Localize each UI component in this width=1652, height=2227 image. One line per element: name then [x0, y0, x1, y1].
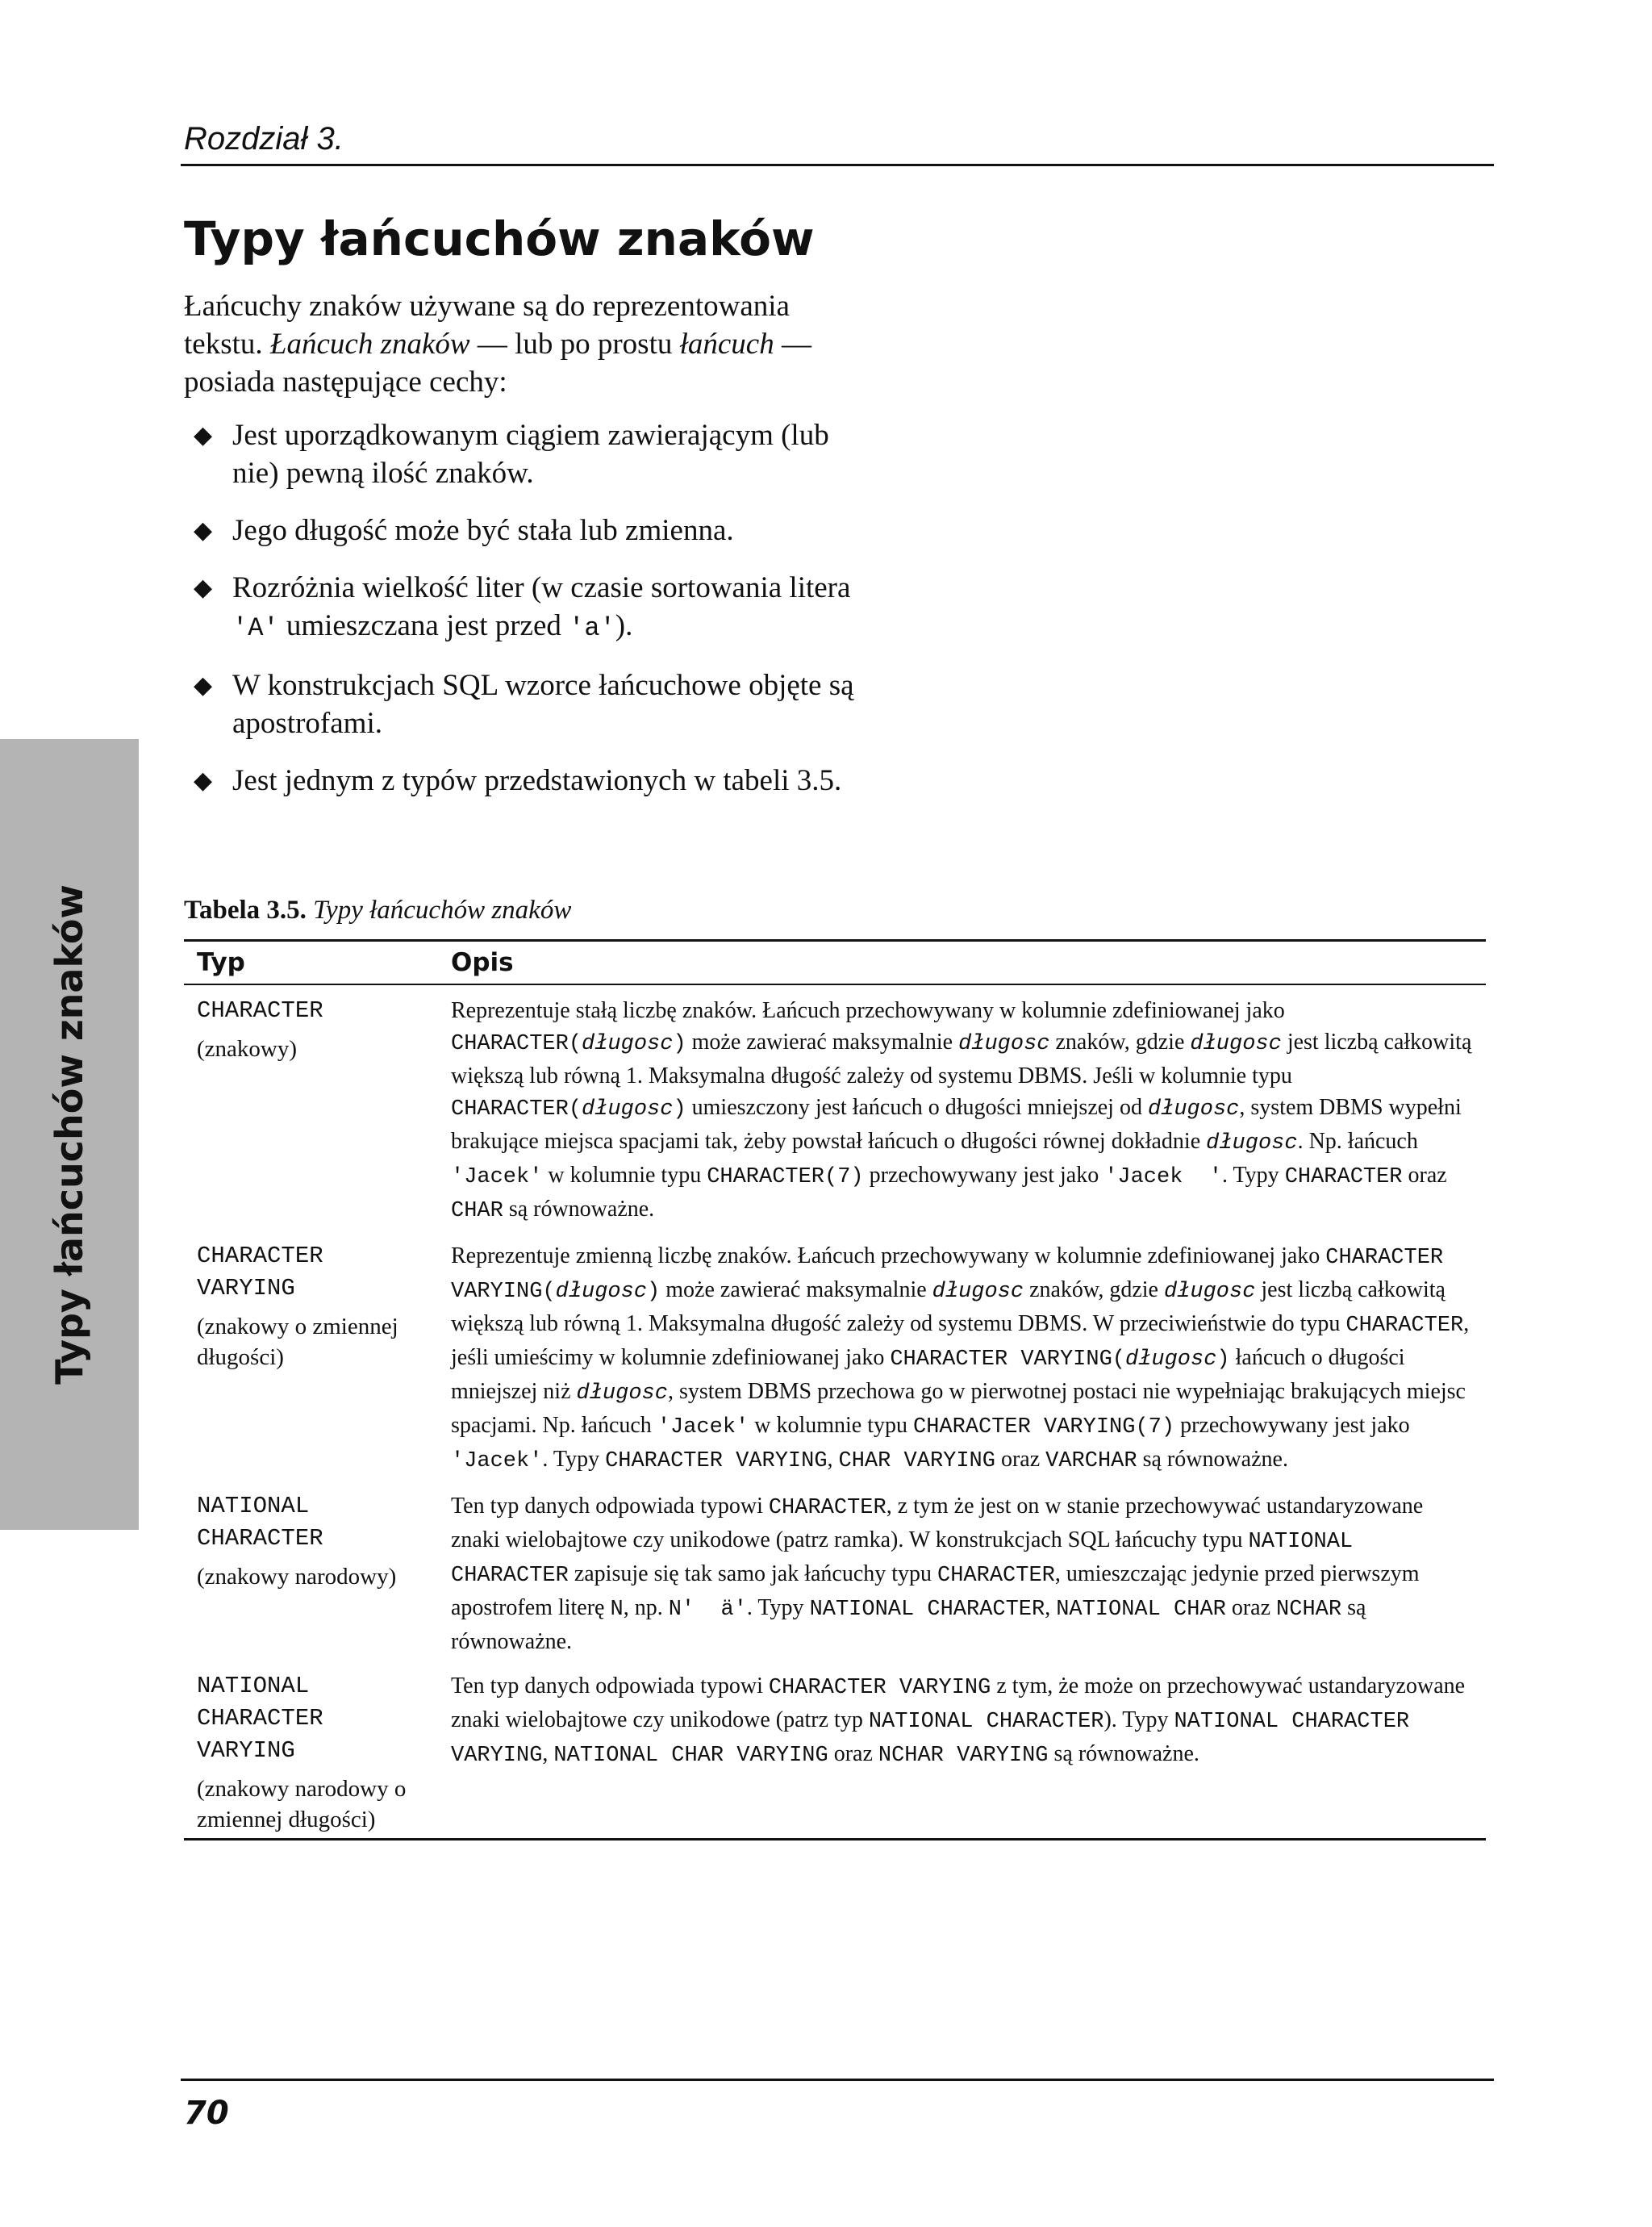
desc-text: oraz — [1225, 1595, 1277, 1620]
code-param: długosc — [958, 1032, 1050, 1056]
side-tab — [0, 739, 139, 1530]
intro-term: Łańcuch znaków — [269, 328, 470, 361]
type-name: CHARACTER — [197, 997, 323, 1024]
list-item — [194, 416, 871, 492]
type-cell — [184, 984, 438, 1230]
desc-text: , jeśli umieścimy w kolumnie zdefiniowanej jako — [451, 1311, 1470, 1370]
code-literal: CHARACTER — [768, 1496, 886, 1520]
desc-text: są równoważne. — [1048, 1741, 1199, 1766]
description-cell — [438, 1481, 1486, 1661]
diamond-bullet-icon: ◆ — [194, 767, 213, 794]
list-item-text: Jego długość może być stała lub zmienna. — [232, 514, 734, 547]
desc-text: . Typy — [746, 1595, 810, 1620]
description-cell — [438, 1661, 1486, 1840]
desc-text: Reprezentuje zmienną liczbę znaków. Łańcuch przechowywany w kolumnie zdefiniowanej jako — [451, 1243, 1326, 1268]
code-literal: CHARACTER VARYING — [605, 1449, 828, 1473]
feature-list — [194, 416, 871, 819]
code-literal: NATIONAL CHARACTER VARYING — [451, 1710, 1410, 1768]
code-literal: NCHAR VARYING — [878, 1744, 1049, 1768]
code-param: długosc — [932, 1280, 1024, 1304]
list-item-text: Jest uporządkowanym ciągiem zawierającym (lub nie) pewną ilość znaków. — [232, 419, 829, 490]
desc-text: są równoważne. — [1137, 1447, 1288, 1472]
code-literal: 'Jacek ' — [1104, 1165, 1223, 1189]
desc-text: znaków, gdzie — [1049, 1030, 1191, 1055]
list-item — [194, 512, 871, 549]
desc-text: , system DBMS wypełni brakujące miejsca spacjami tak, żeby powstał łańcuch o długości równej dokładnie — [451, 1095, 1462, 1154]
section-title: Typy łańcuchów znaków — [184, 211, 815, 266]
string-types-table — [184, 939, 1486, 1841]
desc-text: , — [542, 1741, 554, 1766]
code-literal: CHARACTER — [937, 1564, 1055, 1588]
code-param: długosc — [1147, 1097, 1240, 1122]
desc-text: oraz — [1402, 1163, 1447, 1188]
desc-text: , — [1045, 1595, 1057, 1620]
column-header-description: Opis — [438, 941, 1486, 985]
list-item-text: W konstrukcjach SQL wzorce łańcuchowe objęte są apostrofami. — [232, 669, 854, 740]
description-cell — [438, 1230, 1486, 1481]
code-literal: CHAR — [451, 1199, 503, 1223]
code-literal: N' ä' — [668, 1598, 747, 1622]
desc-text: może zawierać maksymalnie — [686, 1030, 959, 1055]
intro-text: — lub po prostu — [469, 328, 680, 361]
intro-text: — posiada następujące cechy: — [184, 328, 811, 399]
code-param: długosc — [1206, 1131, 1298, 1155]
type-name: NATIONAL CHARACTER VARYING — [197, 1673, 323, 1764]
code-literal: CHARACTER VARYING(7) — [913, 1415, 1175, 1439]
list-item-text: ). — [615, 609, 633, 642]
code-literal: 'A' — [232, 613, 279, 643]
list-item-text: Rozróżnia wielkość liter (w czasie sortowania litera — [232, 571, 851, 604]
desc-text: łańcuch o długości mniejszej niż — [451, 1345, 1405, 1404]
header-rule — [181, 164, 1494, 166]
desc-text: . Np. łańcuch — [1297, 1129, 1418, 1154]
code-literal: CHARACTER — [1345, 1314, 1464, 1338]
code-literal: 'a' — [569, 613, 615, 643]
list-item-text: umieszczana jest przed — [278, 609, 569, 642]
desc-text: umieszczony jest łańcuch o długości mniejszej od — [686, 1095, 1148, 1120]
code-literal: 'Jacek' — [657, 1415, 749, 1439]
table-header-row — [184, 941, 1486, 985]
desc-text: . Typy — [1222, 1163, 1285, 1188]
desc-text: Reprezentuje stałą liczbę znaków. Łańcuch przechowywany w kolumnie zdefiniowanej jako — [451, 998, 1285, 1023]
desc-text: są równoważne. — [451, 1595, 1366, 1654]
desc-text: z tym, że może on przechowywać ustandaryzowane znaki wielobajtowe czy unikodowe (patrz typ — [451, 1673, 1466, 1732]
type-cell — [184, 1230, 438, 1481]
table-caption-label: Tabela 3.5. — [184, 896, 307, 925]
type-note: (znakowy narodowy) — [197, 1564, 397, 1590]
code-literal: CHARACTER(długosc) — [451, 1097, 686, 1122]
desc-text: jest liczbą całkowitą większą lub równą 1. Maksymalna długość zależy od systemu DBMS. W przeciwieństwie do typu — [451, 1277, 1446, 1336]
type-cell — [184, 1661, 438, 1840]
code-literal: NATIONAL CHAR — [1056, 1598, 1226, 1622]
side-tab-label: Typy łańcuchów znaków — [48, 884, 91, 1385]
desc-text: oraz — [828, 1741, 878, 1766]
list-item — [194, 762, 871, 800]
code-literal: CHARACTER VARYING — [768, 1676, 991, 1700]
table-row — [184, 984, 1486, 1230]
type-cell — [184, 1481, 438, 1661]
type-name: CHARACTER VARYING — [197, 1243, 323, 1302]
code-literal: CHARACTER — [1284, 1165, 1403, 1189]
code-literal: CHARACTER VARYING(długosc) — [451, 1246, 1444, 1304]
desc-text: w kolumnie typu — [749, 1413, 913, 1438]
code-literal: 'Jacek' — [451, 1449, 543, 1473]
desc-text: zapisuje się tak samo jak łańcuchy typu — [568, 1561, 938, 1586]
desc-text: jest liczbą całkowitą większą lub równą 1. Maksymalna długość zależy od systemu DBMS. Jeśli w kolumnie typu — [451, 1030, 1472, 1088]
table-row — [184, 1661, 1486, 1840]
desc-text: w kolumnie typu — [542, 1163, 707, 1188]
table-row — [184, 1230, 1486, 1481]
desc-text: oraz — [995, 1447, 1046, 1472]
code-literal: NATIONAL CHARACTER — [868, 1710, 1104, 1734]
diamond-bullet-icon: ◆ — [194, 575, 213, 601]
code-literal: CHARACTER(długosc) — [451, 1032, 686, 1056]
desc-text: przechowywany jest jako — [1174, 1413, 1410, 1438]
type-note: (znakowy) — [197, 1036, 298, 1062]
code-literal: NATIONAL CHARACTER — [451, 1530, 1354, 1588]
desc-text: . Typy — [542, 1447, 606, 1472]
code-literal: 'Jacek' — [451, 1165, 543, 1189]
desc-text: Ten typ danych odpowiada typowi — [451, 1494, 769, 1519]
code-literal: CHAR VARYING — [838, 1449, 995, 1473]
intro-paragraph — [184, 287, 845, 401]
code-literal: CHARACTER(7) — [707, 1165, 864, 1189]
desc-text: znaków, gdzie — [1024, 1277, 1164, 1302]
code-literal: VARCHAR — [1045, 1449, 1137, 1473]
diamond-bullet-icon: ◆ — [194, 517, 213, 544]
footer-rule — [181, 2079, 1494, 2081]
desc-text: , z tym że jest on w stanie przechowywać ustandaryzowane znaki wielobajtowe czy unikodowe (patrz ramka). W konstrukcjach SQL łańcuchy typu — [451, 1494, 1424, 1552]
desc-text: przechowywany jest jako — [863, 1163, 1105, 1188]
type-note: (znakowy o zmiennej długości) — [197, 1314, 398, 1370]
desc-text: są równoważne. — [503, 1197, 655, 1222]
desc-text: , — [827, 1447, 839, 1472]
table-row — [184, 1481, 1486, 1661]
list-item-text: Jest jednym z typów przedstawionych w tabeli 3.5. — [232, 764, 842, 797]
code-literal: NCHAR — [1276, 1598, 1342, 1622]
code-param: długosc — [576, 1381, 668, 1406]
diamond-bullet-icon: ◆ — [194, 422, 213, 449]
desc-text: może zawierać maksymalnie — [660, 1277, 932, 1302]
page-number: 70 — [184, 2095, 229, 2132]
description-cell — [438, 984, 1486, 1230]
code-literal: NATIONAL CHAR VARYING — [553, 1744, 828, 1768]
desc-text: Ten typ danych odpowiada typowi — [451, 1673, 769, 1698]
list-item — [194, 569, 871, 647]
chapter-label: Rozdział 3. — [184, 121, 344, 157]
code-literal: NATIONAL CHARACTER — [809, 1598, 1045, 1622]
code-param: długosc — [1163, 1280, 1256, 1304]
diamond-bullet-icon: ◆ — [194, 672, 213, 699]
desc-text: ). Typy — [1103, 1707, 1174, 1732]
type-note: (znakowy narodowy o zmiennej długości) — [197, 1776, 407, 1832]
column-header-type: Typ — [184, 941, 438, 985]
list-item — [194, 666, 871, 742]
table-caption — [184, 896, 571, 925]
code-literal: CHARACTER VARYING(długosc) — [890, 1347, 1230, 1372]
desc-text: , np. — [623, 1595, 669, 1620]
table-caption-title: Typy łańcuchów znaków — [313, 896, 572, 925]
type-name: NATIONAL CHARACTER — [197, 1493, 323, 1552]
desc-text: , umieszczając jedynie przed pierwszym apostrofem literę — [451, 1561, 1420, 1620]
desc-text: , system DBMS przechowa go w pierwotnej postaci nie wypełniając brakujących miejsc spacjami. Np. łańcuch — [451, 1379, 1466, 1438]
intro-text: Łańcuchy znaków używane są do reprezentowania tekstu. — [184, 290, 790, 361]
intro-term: łańcuch — [679, 328, 774, 361]
code-param: długosc — [1190, 1032, 1282, 1056]
code-literal: N — [610, 1598, 624, 1622]
